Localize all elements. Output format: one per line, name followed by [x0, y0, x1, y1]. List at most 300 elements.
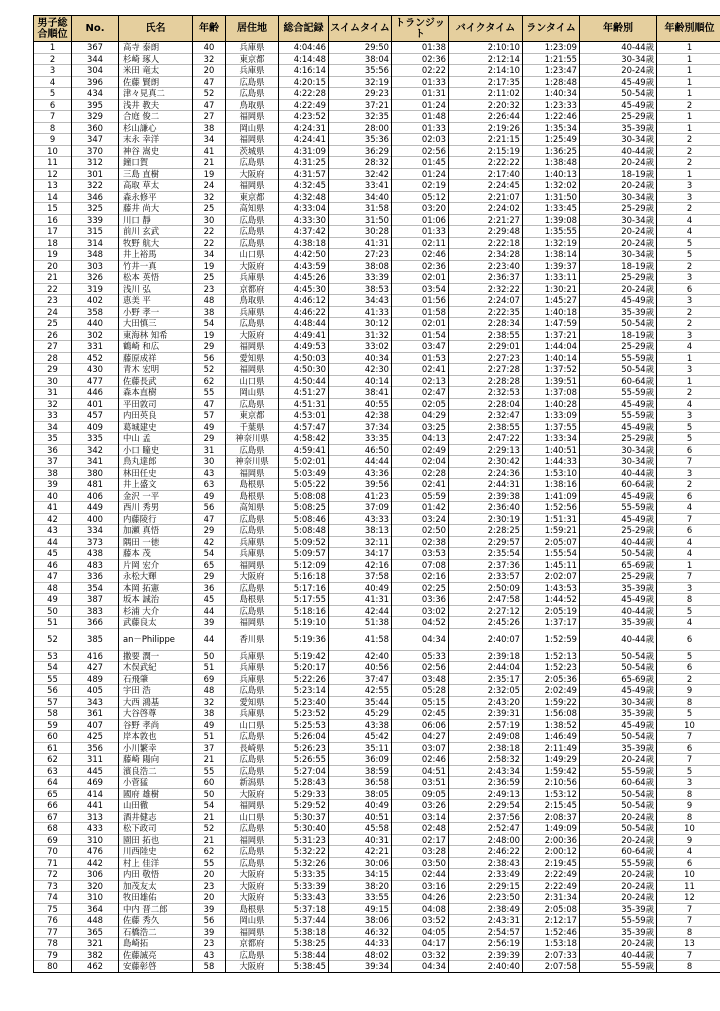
run-time-cell: 2:15:45 [523, 800, 580, 812]
bike-time-cell: 2:43:34 [449, 765, 523, 777]
age-group-rank-cell: 10 [657, 869, 720, 881]
bib-number-cell: 477 [72, 375, 119, 387]
bib-number-cell: 312 [72, 157, 119, 169]
bib-number-cell: 331 [72, 341, 119, 353]
residence-cell: 山口県 [226, 811, 279, 823]
run-time-cell: 2:00:12 [523, 846, 580, 858]
header-bike-time: バイクタイム [449, 16, 523, 42]
transit-cell: 01:24 [392, 99, 449, 111]
total-time-cell: 5:05:22 [279, 479, 329, 491]
bib-number-cell: 315 [72, 226, 119, 238]
age-group-cell: 20-24歳 [580, 237, 657, 249]
run-time-cell: 1:53:18 [523, 938, 580, 950]
run-time-cell: 1:59:22 [523, 696, 580, 708]
bib-number-cell: 445 [72, 765, 119, 777]
table-row [34, 352, 720, 364]
transit-cell: 02:44 [392, 869, 449, 881]
bib-number-cell: 430 [72, 364, 119, 376]
age-cell: 62 [193, 846, 226, 858]
total-time-cell: 4:20:15 [279, 76, 329, 88]
table-row [34, 42, 720, 54]
age-group-cell: 65-69歳 [580, 559, 657, 571]
bib-number-cell: 446 [72, 387, 119, 399]
bike-time-cell: 2:29:57 [449, 536, 523, 548]
name-cell: 川西陸史 [119, 846, 193, 858]
residence-cell: 高知県 [226, 502, 279, 514]
residence-cell: 兵庫県 [226, 306, 279, 318]
swim-time-cell: 37:58 [329, 571, 392, 583]
name-cell: 安藤彰啓 [119, 961, 193, 973]
run-time-cell: 1:39:08 [523, 214, 580, 226]
name-cell: 合庭 俊二 [119, 111, 193, 123]
residence-cell: 大阪府 [226, 961, 279, 973]
name-cell: 酒井健志 [119, 811, 193, 823]
residence-cell: 福岡県 [226, 559, 279, 571]
swim-time-cell: 38:05 [329, 788, 392, 800]
bike-time-cell: 2:36:59 [449, 777, 523, 789]
name-cell: 小菅猛 [119, 777, 193, 789]
age-group-rank-cell: 5 [657, 421, 720, 433]
total-time-cell: 5:37:44 [279, 915, 329, 927]
transit-cell: 01:33 [392, 226, 449, 238]
age-cell: 38 [193, 306, 226, 318]
residence-cell: 兵庫県 [226, 650, 279, 662]
run-time-cell: 2:08:37 [523, 811, 580, 823]
age-group-cell: 40-44歳 [580, 628, 657, 650]
bike-time-cell: 2:29:54 [449, 800, 523, 812]
swim-time-cell: 43:33 [329, 513, 392, 525]
table-row [34, 754, 720, 766]
age-group-rank-cell: 7 [657, 903, 720, 915]
bike-time-cell: 2:38:55 [449, 329, 523, 341]
bib-number-cell: 441 [72, 800, 119, 812]
run-time-cell: 1:39:37 [523, 260, 580, 272]
transit-cell: 02:45 [392, 708, 449, 720]
overall-rank-cell: 52 [34, 628, 72, 650]
bib-number-cell: 314 [72, 237, 119, 249]
residence-cell: 高知県 [226, 203, 279, 215]
age-group-rank-cell: 6 [657, 742, 720, 754]
run-time-cell: 1:37:08 [523, 387, 580, 399]
bib-number-cell: 366 [72, 617, 119, 629]
transit-cell: 03:50 [392, 857, 449, 869]
run-time-cell: 2:05:08 [523, 903, 580, 915]
bib-number-cell: 310 [72, 834, 119, 846]
age-group-rank-cell: 4 [657, 341, 720, 353]
total-time-cell: 5:08:08 [279, 490, 329, 502]
residence-cell: 茨城県 [226, 145, 279, 157]
name-cell: 小川繁幸 [119, 742, 193, 754]
bib-number-cell: 347 [72, 134, 119, 146]
name-cell: 鳥丸達郎 [119, 456, 193, 468]
table-row [34, 364, 720, 376]
age-group-cell: 45-49歳 [580, 513, 657, 525]
age-group-cell: 60-64歳 [580, 846, 657, 858]
bike-time-cell: 2:22:22 [449, 157, 523, 169]
overall-rank-cell: 66 [34, 800, 72, 812]
run-time-cell: 1:30:21 [523, 283, 580, 295]
bib-number-cell: 401 [72, 398, 119, 410]
swim-time-cell: 33:02 [329, 341, 392, 353]
results-sheet [33, 15, 720, 973]
run-time-cell: 1:45:11 [523, 559, 580, 571]
table-row [34, 421, 720, 433]
total-time-cell: 5:26:23 [279, 742, 329, 754]
swim-time-cell: 38:04 [329, 53, 392, 65]
overall-rank-cell: 60 [34, 731, 72, 743]
swim-time-cell: 35:11 [329, 742, 392, 754]
residence-cell: 福岡県 [226, 800, 279, 812]
run-time-cell: 1:38:16 [523, 479, 580, 491]
overall-rank-cell: 36 [34, 444, 72, 456]
swim-time-cell: 37:47 [329, 673, 392, 685]
name-cell: 松本 英悟 [119, 272, 193, 284]
residence-cell: 山口県 [226, 249, 279, 261]
bike-time-cell: 2:19:26 [449, 122, 523, 134]
run-time-cell: 1:52:46 [523, 926, 580, 938]
total-time-cell: 4:38:18 [279, 237, 329, 249]
transit-cell: 03:16 [392, 880, 449, 892]
age-group-rank-cell: 6 [657, 525, 720, 537]
age-cell: 55 [193, 387, 226, 399]
overall-rank-cell: 40 [34, 490, 72, 502]
overall-rank-cell: 56 [34, 685, 72, 697]
age-group-rank-cell: 8 [657, 926, 720, 938]
name-cell: 金沢 一平 [119, 490, 193, 502]
table-row [34, 559, 720, 571]
transit-cell: 04:26 [392, 892, 449, 904]
overall-rank-cell: 10 [34, 145, 72, 157]
overall-rank-cell: 39 [34, 479, 72, 491]
age-group-rank-cell: 2 [657, 145, 720, 157]
name-cell: 加瀬 真悟 [119, 525, 193, 537]
residence-cell: 福岡県 [226, 926, 279, 938]
run-time-cell: 1:32:02 [523, 180, 580, 192]
bike-time-cell: 2:27:23 [449, 352, 523, 364]
name-cell: 井上裕馬 [119, 249, 193, 261]
bike-time-cell: 2:38:43 [449, 857, 523, 869]
run-time-cell: 1:36:25 [523, 145, 580, 157]
residence-cell: 福岡県 [226, 617, 279, 629]
age-group-cell: 35-39歳 [580, 903, 657, 915]
residence-cell: 京都府 [226, 938, 279, 950]
transit-cell: 03:54 [392, 283, 449, 295]
age-cell: 47 [193, 76, 226, 88]
age-cell: 52 [193, 823, 226, 835]
run-time-cell: 2:31:34 [523, 892, 580, 904]
residence-cell: 大阪府 [226, 571, 279, 583]
age-group-cell: 20-24歳 [580, 157, 657, 169]
overall-rank-cell: 64 [34, 777, 72, 789]
bib-number-cell: 406 [72, 490, 119, 502]
age-group-cell: 40-44歳 [580, 605, 657, 617]
table-row [34, 823, 720, 835]
table-row [34, 525, 720, 537]
age-cell: 47 [193, 513, 226, 525]
table-row [34, 617, 720, 629]
table-row [34, 696, 720, 708]
overall-rank-cell: 32 [34, 398, 72, 410]
table-row [34, 191, 720, 203]
transit-cell: 03:14 [392, 811, 449, 823]
table-row [34, 456, 720, 468]
age-cell: 47 [193, 99, 226, 111]
age-group-rank-cell: 8 [657, 811, 720, 823]
age-group-cell: 50-54歳 [580, 800, 657, 812]
swim-time-cell: 45:29 [329, 708, 392, 720]
bib-number-cell: 438 [72, 548, 119, 560]
bike-time-cell: 2:12:14 [449, 53, 523, 65]
total-time-cell: 4:49:41 [279, 329, 329, 341]
age-group-cell: 50-54歳 [580, 823, 657, 835]
swim-time-cell: 40:14 [329, 375, 392, 387]
bib-number-cell: 311 [72, 754, 119, 766]
age-group-rank-cell: 8 [657, 696, 720, 708]
age-cell: 31 [193, 444, 226, 456]
table-row [34, 949, 720, 961]
run-time-cell: 1:49:09 [523, 823, 580, 835]
residence-cell: 兵庫県 [226, 662, 279, 674]
residence-cell: 広島県 [226, 157, 279, 169]
residence-cell: 愛知県 [226, 352, 279, 364]
name-cell: 内藤陵行 [119, 513, 193, 525]
run-time-cell: 2:22:49 [523, 869, 580, 881]
name-cell: 米田 竜太 [119, 65, 193, 77]
age-group-rank-cell: 1 [657, 111, 720, 123]
bib-number-cell: 382 [72, 949, 119, 961]
name-cell: 小口 瞳史 [119, 444, 193, 456]
age-group-rank-cell: 1 [657, 65, 720, 77]
age-group-cell: 35-39歳 [580, 306, 657, 318]
residence-cell: 岡山県 [226, 122, 279, 134]
bike-time-cell: 2:39:31 [449, 708, 523, 720]
bike-time-cell: 2:50:09 [449, 582, 523, 594]
overall-rank-cell: 8 [34, 122, 72, 134]
bike-time-cell: 2:47:22 [449, 433, 523, 445]
transit-cell: 03:24 [392, 513, 449, 525]
swim-time-cell: 45:42 [329, 731, 392, 743]
name-cell: 片岡 宏介 [119, 559, 193, 571]
swim-time-cell: 38:08 [329, 260, 392, 272]
age-group-cell: 20-24歳 [580, 226, 657, 238]
residence-cell: 兵庫県 [226, 708, 279, 720]
table-row [34, 536, 720, 548]
transit-cell: 02:01 [392, 318, 449, 330]
age-group-rank-cell: 7 [657, 915, 720, 927]
age-group-cell: 35-39歳 [580, 582, 657, 594]
swim-time-cell: 34:17 [329, 548, 392, 560]
table-row [34, 892, 720, 904]
age-cell: 19 [193, 260, 226, 272]
table-row [34, 99, 720, 111]
swim-time-cell: 48:02 [329, 949, 392, 961]
age-cell: 23 [193, 880, 226, 892]
age-group-rank-cell: 11 [657, 880, 720, 892]
table-row [34, 410, 720, 422]
age-cell: 48 [193, 685, 226, 697]
age-group-cell: 60-64歳 [580, 375, 657, 387]
swim-time-cell: 39:56 [329, 479, 392, 491]
table-row [34, 214, 720, 226]
swim-time-cell: 42:44 [329, 605, 392, 617]
bike-time-cell: 2:32:22 [449, 283, 523, 295]
age-cell: 34 [193, 249, 226, 261]
age-group-cell: 25-29歳 [580, 272, 657, 284]
swim-time-cell: 40:49 [329, 582, 392, 594]
residence-cell: 島根県 [226, 490, 279, 502]
swim-time-cell: 41:58 [329, 628, 392, 650]
overall-rank-cell: 68 [34, 823, 72, 835]
total-time-cell: 4:51:27 [279, 387, 329, 399]
bike-time-cell: 2:29:01 [449, 341, 523, 353]
bike-time-cell: 2:20:32 [449, 99, 523, 111]
total-time-cell: 5:03:49 [279, 467, 329, 479]
bib-number-cell: 364 [72, 903, 119, 915]
bike-time-cell: 2:46:22 [449, 846, 523, 858]
table-row [34, 662, 720, 674]
bike-time-cell: 2:24:36 [449, 467, 523, 479]
swim-time-cell: 42:38 [329, 410, 392, 422]
total-time-cell: 5:31:23 [279, 834, 329, 846]
transit-cell: 01:38 [392, 42, 449, 54]
age-group-cell: 30-34歳 [580, 456, 657, 468]
run-time-cell: 2:05:36 [523, 673, 580, 685]
bib-number-cell: 306 [72, 869, 119, 881]
total-time-cell: 5:38:44 [279, 949, 329, 961]
name-cell: 山田徹 [119, 800, 193, 812]
bib-number-cell: 407 [72, 719, 119, 731]
table-row [34, 800, 720, 812]
bike-time-cell: 2:36:40 [449, 502, 523, 514]
total-time-cell: 5:26:55 [279, 754, 329, 766]
total-time-cell: 4:50:44 [279, 375, 329, 387]
table-row [34, 582, 720, 594]
table-row [34, 145, 720, 157]
age-group-rank-cell: 2 [657, 318, 720, 330]
bib-number-cell: 304 [72, 65, 119, 77]
total-time-cell: 4:50:03 [279, 352, 329, 364]
age-group-cell: 45-49歳 [580, 398, 657, 410]
residence-cell: 兵庫県 [226, 42, 279, 54]
age-group-cell: 55-59歳 [580, 915, 657, 927]
total-time-cell: 4:46:22 [279, 306, 329, 318]
bib-number-cell: 319 [72, 283, 119, 295]
transit-cell: 04:34 [392, 628, 449, 650]
table-row [34, 180, 720, 192]
bib-number-cell: 400 [72, 513, 119, 525]
swim-time-cell: 46:50 [329, 444, 392, 456]
age-group-cell: 35-39歳 [580, 708, 657, 720]
bib-number-cell: 342 [72, 444, 119, 456]
run-time-cell: 1:22:46 [523, 111, 580, 123]
residence-cell: 岡山県 [226, 915, 279, 927]
transit-cell: 02:05 [392, 398, 449, 410]
age-cell: 50 [193, 650, 226, 662]
bib-number-cell: 402 [72, 295, 119, 307]
transit-cell: 05:12 [392, 191, 449, 203]
run-time-cell: 1:37:52 [523, 364, 580, 376]
age-group-cell: 40-44歳 [580, 467, 657, 479]
age-group-rank-cell: 9 [657, 800, 720, 812]
transit-cell: 07:08 [392, 559, 449, 571]
swim-time-cell: 39:34 [329, 961, 392, 973]
age-group-rank-cell: 4 [657, 502, 720, 514]
name-cell: 加茂友太 [119, 880, 193, 892]
age-group-cell: 25-29歳 [580, 433, 657, 445]
name-cell: 園田 拓也 [119, 834, 193, 846]
residence-cell: 東京都 [226, 53, 279, 65]
swim-time-cell: 31:50 [329, 214, 392, 226]
age-group-cell: 25-29歳 [580, 525, 657, 537]
age-group-rank-cell: 8 [657, 788, 720, 800]
transit-cell: 04:13 [392, 433, 449, 445]
run-time-cell: 1:33:11 [523, 272, 580, 284]
age-cell: 23 [193, 938, 226, 950]
age-group-rank-cell: 6 [657, 628, 720, 650]
header-age: 年齢 [193, 16, 226, 42]
transit-cell: 01:31 [392, 88, 449, 100]
header-total-time: 総合記録 [279, 16, 329, 42]
age-group-cell: 25-29歳 [580, 341, 657, 353]
age-group-cell: 20-24歳 [580, 754, 657, 766]
total-time-cell: 4:04:46 [279, 42, 329, 54]
residence-cell: 鳥取県 [226, 99, 279, 111]
age-group-cell: 20-24歳 [580, 283, 657, 295]
table-row [34, 513, 720, 525]
swim-time-cell: 42:55 [329, 685, 392, 697]
residence-cell: 広島県 [226, 76, 279, 88]
run-time-cell: 2:02:49 [523, 685, 580, 697]
swim-time-cell: 28:00 [329, 122, 392, 134]
bike-time-cell: 2:47:58 [449, 594, 523, 606]
overall-rank-cell: 29 [34, 364, 72, 376]
total-time-cell: 4:31:25 [279, 157, 329, 169]
bib-number-cell: 476 [72, 846, 119, 858]
table-row [34, 249, 720, 261]
swim-time-cell: 40:55 [329, 398, 392, 410]
bib-number-cell: 354 [72, 582, 119, 594]
bib-number-cell: 442 [72, 857, 119, 869]
run-time-cell: 1:46:49 [523, 731, 580, 743]
run-time-cell: 1:37:17 [523, 617, 580, 629]
bib-number-cell: 303 [72, 260, 119, 272]
name-cell: 高寺 泰朗 [119, 42, 193, 54]
residence-cell: 東京都 [226, 410, 279, 422]
transit-cell: 02:48 [392, 823, 449, 835]
header-name: 氏名 [119, 16, 193, 42]
residence-cell: 愛知県 [226, 696, 279, 708]
total-time-cell: 5:12:09 [279, 559, 329, 571]
age-cell: 47 [193, 398, 226, 410]
residence-cell: 福岡県 [226, 111, 279, 123]
total-time-cell: 5:27:04 [279, 765, 329, 777]
bike-time-cell: 2:26:44 [449, 111, 523, 123]
bike-time-cell: 2:35:17 [449, 673, 523, 685]
age-cell: 32 [193, 696, 226, 708]
overall-rank-cell: 65 [34, 788, 72, 800]
bike-time-cell: 2:37:56 [449, 811, 523, 823]
bike-time-cell: 2:38:55 [449, 421, 523, 433]
table-row [34, 134, 720, 146]
age-cell: 60 [193, 777, 226, 789]
overall-rank-cell: 18 [34, 237, 72, 249]
age-cell: 37 [193, 742, 226, 754]
swim-time-cell: 38:59 [329, 765, 392, 777]
transit-cell: 03:28 [392, 846, 449, 858]
age-cell: 29 [193, 571, 226, 583]
bib-number-cell: 385 [72, 628, 119, 650]
residence-cell: 千葉県 [226, 421, 279, 433]
